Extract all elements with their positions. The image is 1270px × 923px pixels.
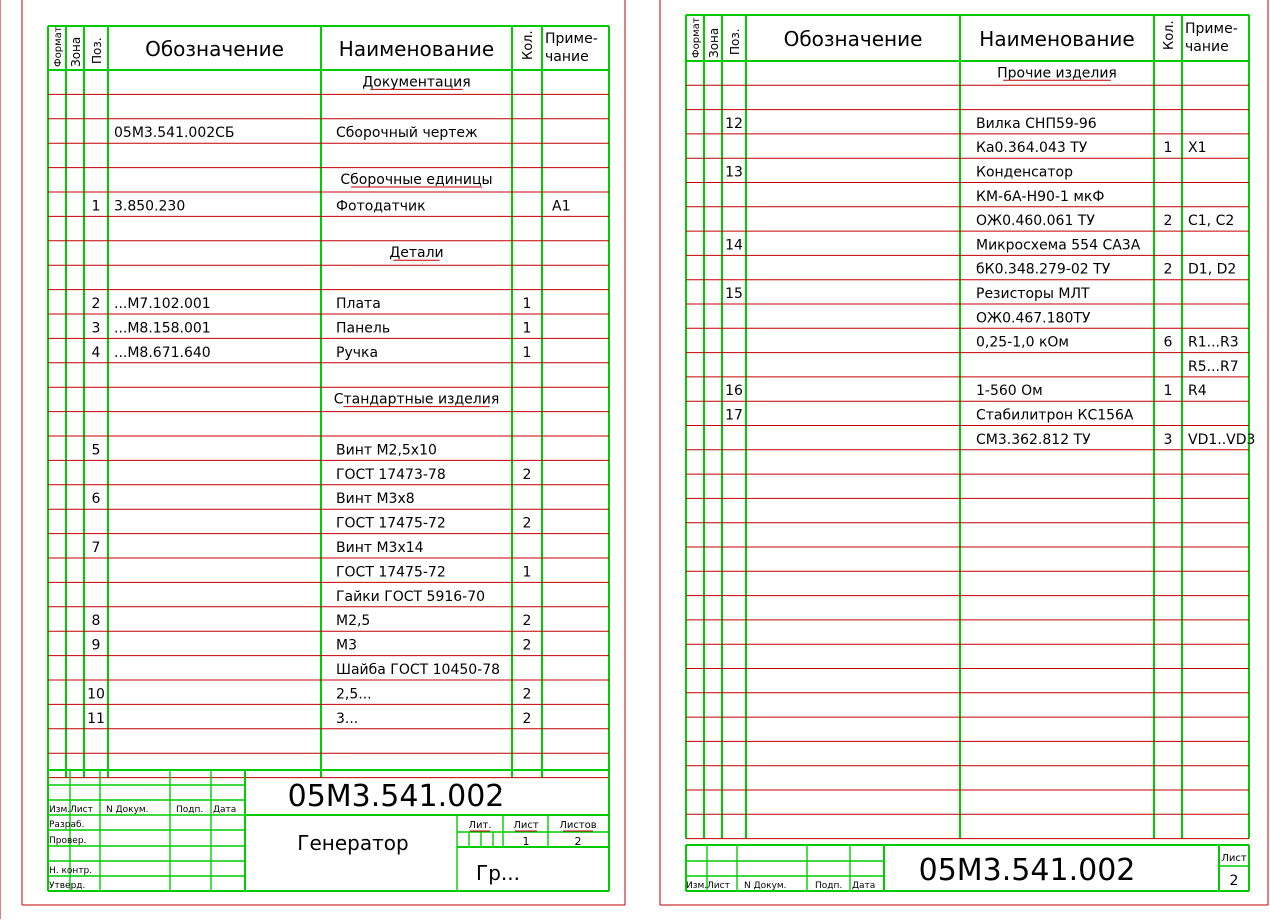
name-cell: ГОСТ 17475-72 [336, 515, 446, 532]
pos-cell: 4 [91, 344, 101, 361]
name-header: Наименование [338, 37, 495, 61]
document-title: Генератор [297, 831, 409, 855]
designation-cell: ...М7.102.001 [114, 296, 211, 312]
name-cell: М3 [336, 637, 357, 654]
name-cell: 3... [336, 710, 359, 727]
section-heading: Сборочные единицы [340, 172, 493, 188]
name-cell: Винт М2,5х10 [336, 442, 437, 459]
note-cell: С1, С2 [1188, 213, 1235, 230]
qty-cell: 1 [1163, 383, 1173, 400]
col-izm-label: Изм. [49, 805, 71, 815]
qty-cell: 1 [522, 344, 532, 361]
pos-cell: 13 [725, 164, 743, 181]
name-header: Наименование [979, 27, 1135, 51]
pos-cell: 16 [725, 383, 743, 400]
note-cell: VD1..VD3 [1188, 431, 1256, 448]
pos-cell: 17 [725, 407, 743, 424]
organization-label: Гр... [476, 861, 520, 885]
section-heading: Детали [389, 245, 444, 262]
note-header: чание [1185, 39, 1229, 55]
pos-cell: 10 [87, 686, 105, 703]
designation-header: Обозначение [145, 37, 284, 61]
pos-cell: 7 [91, 540, 101, 556]
designation-cell: ...М8.671.640 [114, 344, 211, 361]
listov-value: 2 [574, 835, 582, 848]
list-value: 2 [1229, 873, 1239, 889]
note-cell: R4 [1188, 383, 1207, 400]
qty-header: Кол. [1162, 20, 1177, 50]
listov-label: Листов [559, 820, 597, 831]
pos-cell: 15 [725, 286, 743, 302]
pos-cell: 2 [91, 296, 101, 312]
col-ndokum-label: N Докум. [106, 805, 149, 815]
designation-header: Обозначение [783, 27, 923, 51]
note-header: чание [545, 49, 589, 65]
section-heading: Стандартные изделия [333, 391, 500, 408]
name-cell: Ка0.364.043 ТУ [976, 140, 1088, 157]
section-heading: Документация [362, 74, 471, 91]
name-cell: М2,5 [336, 613, 371, 630]
pos-cell: 3 [91, 320, 101, 337]
note-header: Приме- [1185, 21, 1238, 37]
note-cell: Х1 [1188, 140, 1207, 157]
qty-cell: 1 [522, 296, 532, 312]
designation-cell: 3.850.230 [114, 198, 186, 215]
name-cell: Конденсатор [976, 164, 1073, 181]
name-cell: Винт М3х8 [336, 491, 415, 508]
name-cell: Шайба ГОСТ 10450-78 [336, 662, 501, 678]
note-cell: D1, D2 [1188, 261, 1237, 278]
name-cell: КМ-6А-Н90-1 мкФ [976, 188, 1105, 205]
pos-cell: 12 [725, 115, 743, 132]
name-cell: Стабилитрон КС156А [976, 407, 1134, 424]
qty-cell: 2 [1163, 261, 1173, 278]
pos-header: Поз. [728, 28, 742, 55]
name-cell: Винт М3х14 [336, 540, 424, 556]
designation-cell: 05М3.541.002СБ [114, 125, 235, 142]
list-label: Лист [1221, 853, 1247, 864]
lit-label: Лит. [468, 820, 492, 831]
zone-header: Зона [69, 36, 83, 67]
pos-cell: 8 [91, 613, 101, 630]
col-podp-label: Подп. [176, 805, 204, 815]
name-cell: Ручка [336, 344, 379, 361]
name-cell: Резисторы МЛТ [976, 286, 1090, 302]
format-header: Формат [691, 17, 702, 58]
name-cell: СМ3.362.812 ТУ [976, 431, 1091, 448]
note-cell: А1 [552, 198, 571, 215]
qty-cell: 2 [522, 686, 532, 703]
name-cell: 0,25-1,0 кОм [976, 334, 1069, 351]
qty-cell: 2 [522, 710, 532, 727]
qty-cell: 1 [522, 564, 532, 581]
qty-header: Кол. [521, 30, 536, 60]
name-cell: Гайки ГОСТ 5916-70 [336, 588, 486, 605]
razrab-label: Разраб. [49, 820, 85, 830]
format-header: Формат [53, 26, 64, 67]
col-data-label: Дата [852, 881, 876, 891]
document-number: 05М3.541.002 [918, 853, 1136, 888]
name-cell: Вилка СНП59-96 [976, 115, 1097, 132]
pos-cell: 9 [91, 637, 101, 654]
pos-cell: 1 [91, 198, 101, 215]
qty-cell: 6 [1163, 334, 1173, 351]
qty-cell: 1 [522, 320, 532, 337]
col-data-label: Дата [213, 805, 237, 815]
qty-cell: 1 [1163, 140, 1173, 157]
name-cell: ГОСТ 17473-78 [336, 466, 446, 483]
qty-cell: 2 [522, 613, 532, 630]
qty-cell: 2 [522, 637, 532, 654]
col-list-label: Лист [707, 881, 730, 891]
name-cell: Фотодатчик [336, 198, 426, 215]
list-value: 1 [522, 835, 530, 848]
document-number: 05М3.541.002 [287, 779, 505, 814]
col-podp-label: Подп. [815, 881, 843, 891]
designation-cell: ...М8.158.001 [114, 320, 211, 337]
name-cell: ГОСТ 17475-72 [336, 564, 446, 581]
name-cell: ОЖ0.460.061 ТУ [976, 213, 1095, 230]
nkontr-label: Н. контр. [49, 866, 93, 876]
qty-cell: 2 [522, 466, 532, 483]
prover-label: Провер. [49, 836, 87, 846]
name-cell: Панель [336, 320, 391, 337]
col-izm-label: Изм. [686, 881, 708, 891]
pos-cell: 6 [91, 491, 101, 508]
note-cell: R1...R3 [1188, 334, 1239, 351]
note-header: Приме- [545, 31, 598, 47]
pos-cell: 11 [87, 710, 105, 727]
qty-cell: 2 [522, 515, 532, 532]
name-cell: Плата [336, 296, 381, 312]
qty-cell: 2 [1163, 213, 1173, 230]
pos-header: Поз. [90, 37, 104, 64]
name-cell: Микросхема 554 СА3А [976, 237, 1141, 254]
name-cell: 1-560 Ом [976, 383, 1043, 400]
qty-cell: 3 [1163, 431, 1173, 448]
col-list-label: Лист [70, 805, 93, 815]
name-cell: 2,5... [336, 686, 372, 703]
list-label: Лист [513, 820, 539, 831]
pos-cell: 14 [725, 237, 743, 254]
name-cell: ОЖ0.467.180ТУ [976, 310, 1091, 327]
note-cell: R5...R7 [1188, 358, 1239, 375]
zone-header: Зона [707, 27, 721, 58]
name-cell: бК0.348.279-02 ТУ [976, 261, 1111, 278]
col-ndokum-label: N Докум. [744, 881, 787, 891]
section-heading: Прочие изделия [997, 65, 1117, 82]
pos-cell: 5 [91, 442, 101, 459]
utverd-label: Утверд. [49, 881, 86, 891]
name-cell: Сборочный чертеж [336, 125, 478, 142]
